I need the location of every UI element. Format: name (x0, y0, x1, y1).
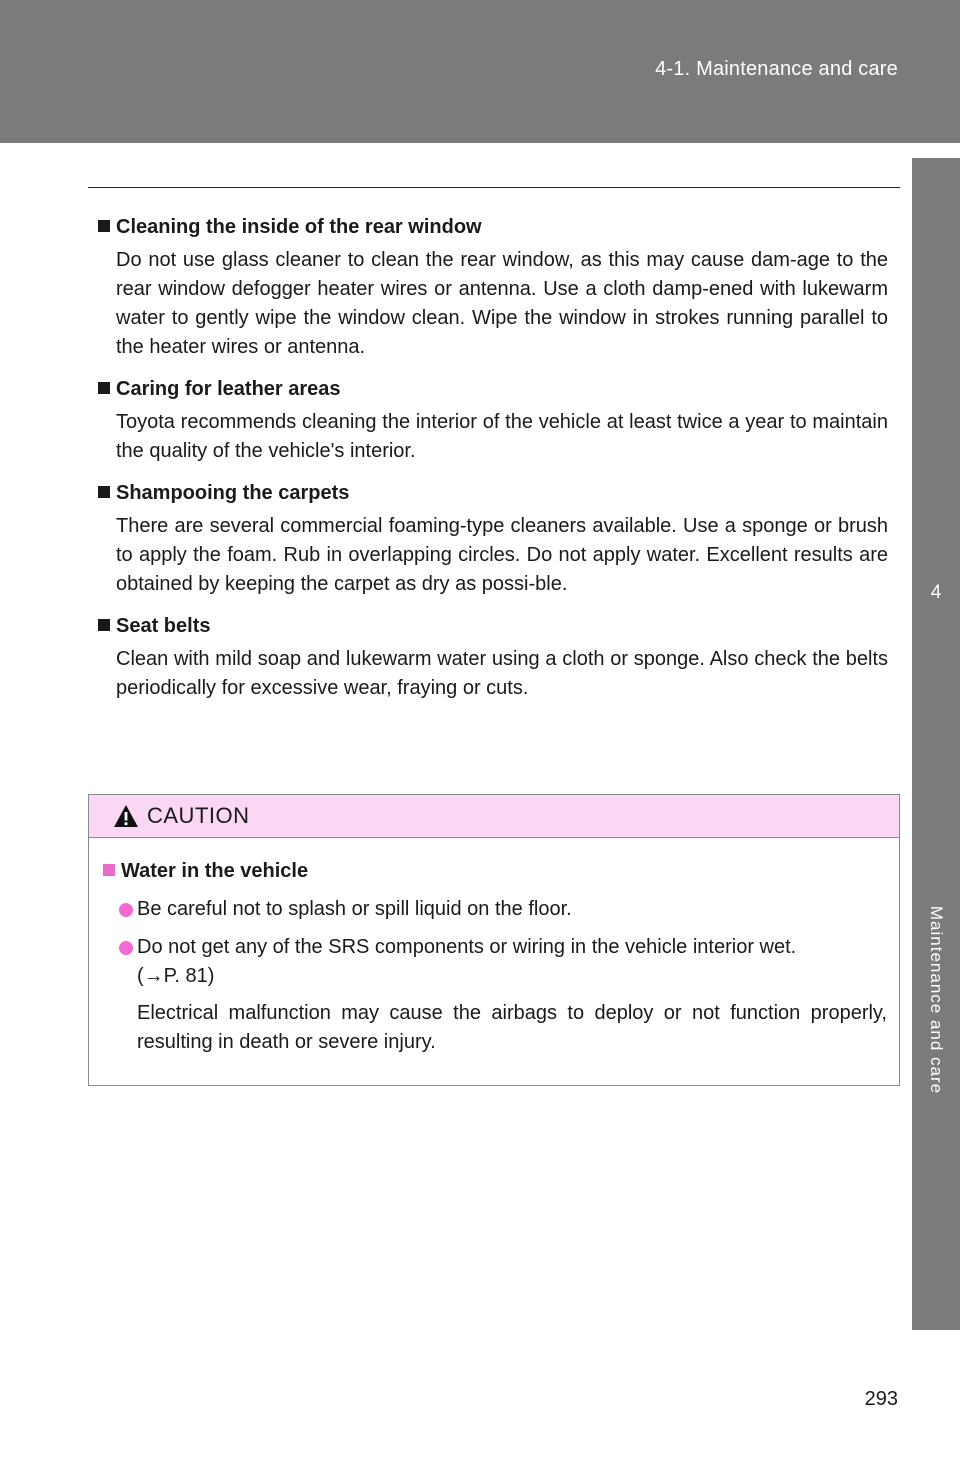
chapter-side-tab (912, 158, 960, 1330)
section-heading (98, 478, 888, 508)
square-bullet-icon (98, 486, 110, 498)
square-bullet-icon (103, 864, 115, 876)
section-rear-window (98, 212, 888, 362)
circle-bullet-icon (119, 941, 133, 955)
square-bullet-icon (98, 619, 110, 631)
square-bullet-icon (98, 220, 110, 232)
section-body: Do not use glass cleaner to clean the rear window, as this may cause dam-age to the rear window defogger heater wires or antenna. Use a cloth damp-ened with lukewarm water to gently wipe the window clean. Wipe the window in strokes running parallel to the heater wires or antenna. (116, 249, 888, 358)
chapter-label: Maintenance and care (927, 905, 946, 1095)
section-body: There are several commercial foaming-type cleaners available. Use a sponge or brush to apply the foam. Rub in overlapping circles. Do not apply water. Excellent results are obtained by keeping the carpet as dry as possi-ble. (116, 515, 888, 595)
chapter-number: 4 (930, 582, 942, 603)
main-content (98, 212, 888, 715)
section-body: Clean with mild soap and lukewarm water using a cloth or sponge. Also check the belts periodically for excessive wear, fraying or cuts. (116, 648, 888, 699)
section-heading (98, 212, 888, 242)
caution-bullet (103, 895, 887, 924)
page-number: 293 (864, 1388, 898, 1410)
warning-triangle-icon (113, 804, 139, 833)
caution-note: Electrical malfunction may cause the airbags to deploy or not function properly, resulting in death or severe injury. (137, 1002, 887, 1053)
section-carpets (98, 478, 888, 599)
header-divider (88, 187, 900, 188)
caution-title: CAUTION (147, 803, 250, 828)
caution-bullet-text: Be careful not to splash or spill liquid on the floor. (137, 898, 572, 920)
section-heading-text: Shampooing the carpets (116, 482, 350, 504)
section-heading-text: Cleaning the inside of the rear window (116, 216, 482, 238)
page-reference: (→P. 81) (137, 965, 215, 987)
caution-box (88, 794, 900, 1086)
section-heading (98, 374, 888, 404)
section-heading-text: Caring for leather areas (116, 378, 341, 400)
section-title: 4-1. Maintenance and care (655, 58, 898, 80)
caution-subheading-text: Water in the vehicle (121, 860, 309, 882)
square-bullet-icon (98, 382, 110, 394)
circle-bullet-icon (119, 903, 133, 917)
section-leather (98, 374, 888, 466)
section-body: Toyota recommends cleaning the interior of the vehicle at least twice a year to maintain the quality of the vehicle's interior. (116, 411, 888, 462)
caution-subheading (103, 856, 887, 886)
section-heading (98, 611, 888, 641)
section-heading-text: Seat belts (116, 615, 211, 637)
caution-bullet (103, 933, 887, 962)
section-seat-belts (98, 611, 888, 703)
caution-bullet-text: Do not get any of the SRS components or wiring in the vehicle interior wet. (137, 936, 797, 958)
caution-header (89, 795, 899, 838)
caution-body (89, 838, 899, 1057)
